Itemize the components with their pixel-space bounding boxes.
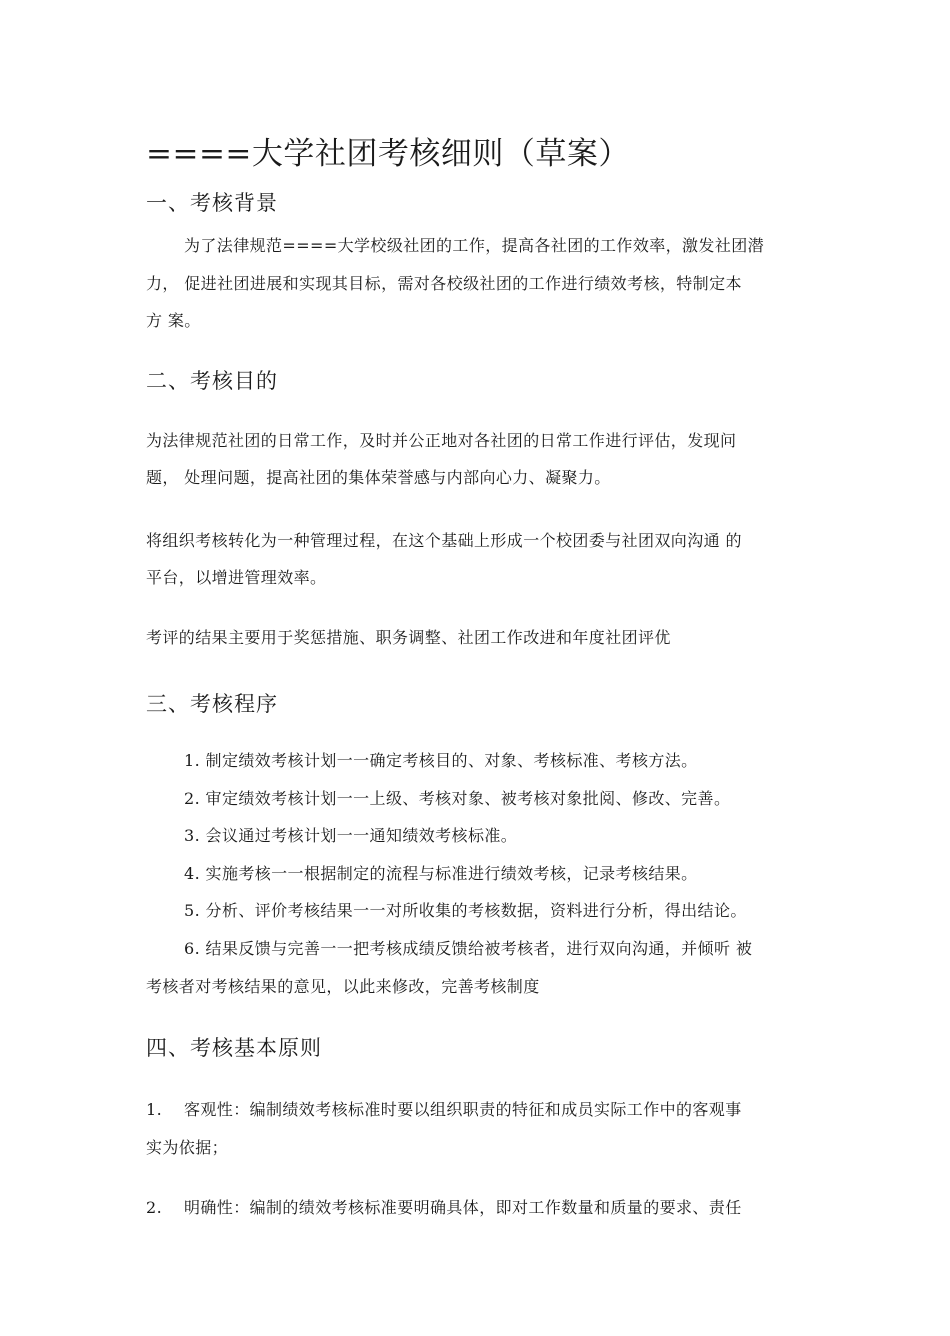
section-heading-purpose: 二、考核目的 bbox=[146, 369, 278, 393]
list-item-number: 1. bbox=[146, 1100, 163, 1119]
list-item-number: 2. bbox=[146, 1198, 163, 1217]
list-item: 2. 审定绩效考核计划一一上级、考核对象、被考核对象批阅、修改、完善。 bbox=[184, 789, 731, 808]
list-item: 6. 结果反馈与完善一一把考核成绩反馈给被考核者，进行双向沟通，并倾听 被 bbox=[184, 939, 753, 958]
paragraph-line: 题， 处理问题，提高社团的集体荣誉感与内部向心力、凝聚力。 bbox=[146, 468, 611, 487]
section-heading-procedure: 三、考核程序 bbox=[146, 692, 278, 716]
list-item-continuation: 实为依据； bbox=[146, 1138, 229, 1157]
list-item: 1. 制定绩效考核计划一一确定考核目的、对象、考核标准、考核方法。 bbox=[184, 751, 698, 770]
section-heading-background: 一、考核背景 bbox=[146, 191, 278, 215]
section-heading-principles: 四、考核基本原则 bbox=[146, 1036, 322, 1060]
paragraph-line: 将组织考核转化为一种管理过程，在这个基础上形成一个校团委与社团双向沟通 的 bbox=[146, 531, 742, 550]
page-title: ====大学社团考核细则（草案） bbox=[146, 136, 630, 172]
list-item: 5. 分析、评价考核结果一一对所收集的考核数据，资料进行分析，得出结论。 bbox=[184, 901, 747, 920]
list-item: 3. 会议通过考核计划一一通知绩效考核标准。 bbox=[184, 826, 518, 845]
paragraph-line: 为了法律规范====大学校级社团的工作，提高各社团的工作效率，激发社团潜 bbox=[184, 236, 765, 255]
list-item: 客观性：编制绩效考核标准时要以组织职责的特征和成员实际工作中的客观事 bbox=[184, 1100, 742, 1119]
paragraph-line: 考评的结果主要用于奖惩措施、职务调整、社团工作改进和年度社团评优 bbox=[146, 628, 671, 647]
paragraph-line: 方 案。 bbox=[146, 311, 201, 330]
paragraph-line: 为法律规范社团的日常工作，及时并公正地对各社团的日常工作进行评估，发现问 bbox=[146, 431, 737, 450]
list-item-continuation: 考核者对考核结果的意见，以此来修改，完善考核制度 bbox=[146, 977, 540, 996]
paragraph-line: 力， 促进社团进展和实现其目标，需对各校级社团的工作进行绩效考核，特制定本 bbox=[146, 274, 742, 293]
list-item: 4. 实施考核一一根据制定的流程与标准进行绩效考核，记录考核结果。 bbox=[184, 864, 698, 883]
paragraph-line: 平台，以增进管理效率。 bbox=[146, 568, 327, 587]
list-item: 明确性：编制的绩效考核标准要明确具体，即对工作数量和质量的要求、责任 bbox=[184, 1198, 742, 1217]
